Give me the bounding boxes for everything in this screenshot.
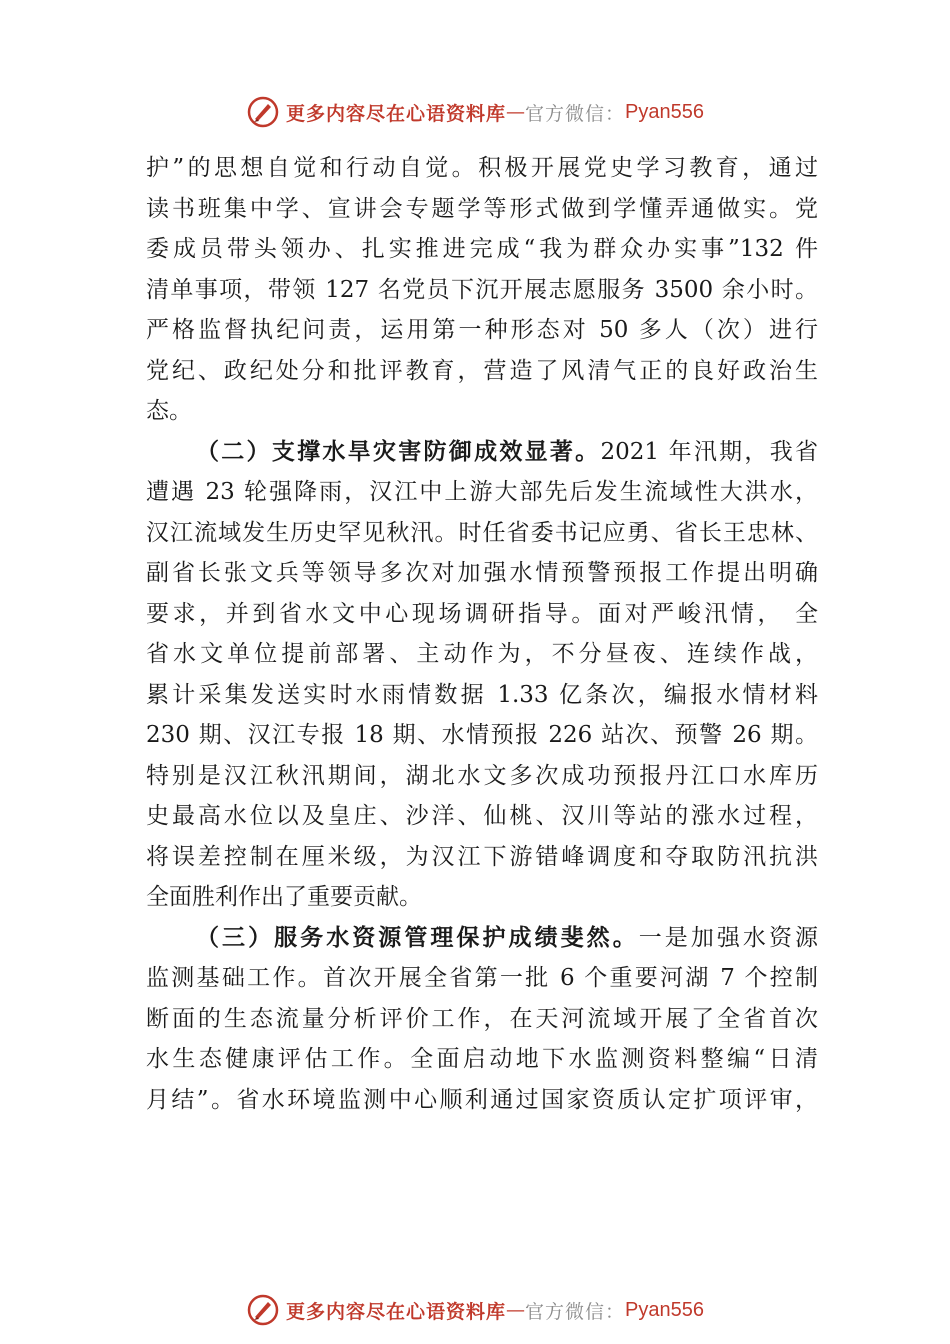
paragraph-line: 特别是汉江秋汛期间，湖北水文多次成功预报丹江口水库历 [146, 763, 818, 789]
banner-dash: — [506, 101, 526, 123]
logo-icon [246, 1293, 280, 1327]
paragraph-line: 全面胜利作出了重要贡献。 [146, 884, 422, 910]
section-heading: （二）支撑水旱灾害防御成效显著。 [196, 438, 601, 465]
section-heading-line [146, 918, 818, 958]
banner-suffix-text: 官方微信： [525, 1300, 626, 1323]
section-heading-rest: 一是加强水资源 [638, 925, 818, 951]
paragraph-line: 史最高水位以及皇庄、沙洋、仙桃、汉川等站的涨水过程， [146, 803, 818, 829]
paragraph-line: 读书班集中学、宣讲会专题学等形式做到学懂弄通做实。党 [146, 196, 818, 222]
footer-banner [0, 1290, 950, 1330]
banner-dash: — [506, 1299, 526, 1321]
logo-icon [246, 95, 280, 129]
banner-code: Pyan556 [625, 100, 704, 123]
paragraph-line: 党纪、政纪处分和批评教育，营造了风清气正的良好政治生 [146, 358, 818, 384]
banner-main-text: 更多内容尽在心语资料库 [286, 102, 507, 125]
banner-main-text: 更多内容尽在心语资料库 [286, 1300, 507, 1323]
paragraph-line: 230 期、汉江专报 18 期、水情预报 226 站次、预警 26 期。 [146, 722, 818, 748]
paragraph-line: 清单事项，带领 127 名党员下沉开展志愿服务 3500 余小时。 [146, 277, 818, 303]
section-heading: （三）服务水资源管理保护成绩斐然。 [196, 924, 639, 951]
paragraph-line: 水生态健康评估工作。全面启动地下水监测资料整编“日清 [146, 1046, 818, 1072]
section-heading-rest: 2021 年汛期，我省 [600, 439, 818, 465]
paragraph-line: 监测基础工作。首次开展全省第一批 6 个重要河湖 7 个控制 [146, 965, 818, 991]
paragraph-line: 态。 [146, 398, 192, 424]
paragraph-line: 断面的生态流量分析评价工作，在天河流域开展了全省首次 [146, 1006, 818, 1032]
banner-suffix-text: 官方微信： [525, 102, 626, 125]
paragraph-line: 要求，并到省水文中心现场调研指导。面对严峻汛情， 全 [146, 601, 818, 627]
section-heading-line [146, 432, 818, 472]
paragraph-line: 将误差控制在厘米级，为汉江下游错峰调度和夺取防汛抗洪 [146, 844, 818, 870]
paragraph-line: 遭遇 23 轮强降雨，汉江中上游大部先后发生流域性大洪水， [146, 479, 818, 505]
paragraph-line: 副省长张文兵等领导多次对加强水情预警预报工作提出明确 [146, 560, 818, 586]
paragraph-line: 护”的思想自觉和行动自觉。积极开展党史学习教育，通过 [146, 155, 818, 181]
paragraph-line: 月结”。省水环境监测中心顺利通过国家资质认定扩项评审， [146, 1087, 818, 1113]
paragraph-line: 汉江流域发生历史罕见秋汛。时任省委书记应勇、省长王忠林、 [146, 520, 818, 546]
banner-code: Pyan556 [625, 1298, 704, 1321]
paragraph-line: 累计采集发送实时水雨情数据 1.33 亿条次，编报水情材料 [146, 682, 818, 708]
paragraph-line: 省水文单位提前部署、主动作为，不分昼夜、连续作战， [146, 641, 818, 667]
paragraph-line: 委成员带头领办、扎实推进完成“我为群众办实事”132 件 [146, 236, 818, 262]
paragraph-line: 严格监督执纪问责，运用第一种形态对 50 多人（次）进行 [146, 317, 818, 343]
header-banner [0, 92, 950, 132]
